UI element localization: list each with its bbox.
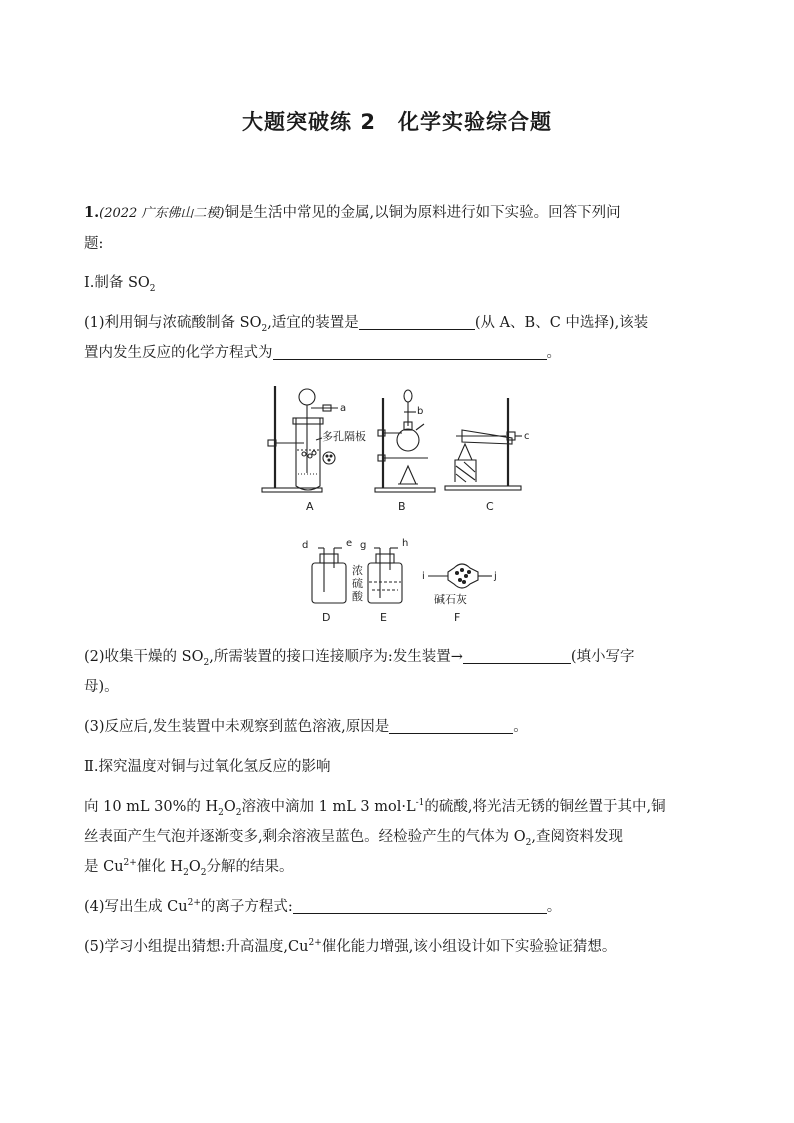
question-1-3: (3)反应后,发生装置中未观察到蓝色溶液,原因是 。 xyxy=(84,719,528,735)
question-1-2: (2)收集干燥的 $SO_2$,所需装置的接口连接顺序为:发生装置→ (填小写字 母)。 xyxy=(84,649,635,695)
apparatus-b xyxy=(375,390,435,492)
question-1-5: (5)学习小组提出猜想:升高温度$,Cu^{2+}$催化能力增强,该小组设计如下实验验证猜想。 xyxy=(84,938,617,955)
answer-blank[interactable] xyxy=(273,343,547,360)
porous-partition-label: 多孔隔板 xyxy=(322,430,366,443)
label-a: A xyxy=(306,500,314,513)
port-b-label: b xyxy=(417,406,424,417)
answer-blank[interactable] xyxy=(389,717,513,734)
port-d-label: d xyxy=(302,540,309,551)
question-1-4: (4)写出生成 $Cu^{2+}$的离子方程式: 。 xyxy=(84,898,562,915)
apparatus-c xyxy=(445,398,522,490)
question-1-intro: 1.(2022 广东佛山二模)铜是生活中常见的金属,以铜为原料进行如下实验。回答下列问 题: xyxy=(84,204,621,252)
acid-label-3: 酸 xyxy=(352,590,363,603)
apparatus-f xyxy=(428,564,492,588)
question-1-1: (1)利用铜与浓硫酸制备 $SO_2$,适宜的装置是 (从 A、B、C 中选择),该装 置内发生反应的化学方程式为 。 xyxy=(84,315,649,361)
port-e-label: e xyxy=(346,538,353,549)
answer-blank[interactable] xyxy=(359,313,475,330)
label-e: E xyxy=(380,611,387,624)
label-f: F xyxy=(454,611,461,624)
acid-label-1: 浓 xyxy=(352,564,363,577)
question-source: (2022 广东佛山二模) xyxy=(99,206,225,221)
port-i-label: i xyxy=(422,571,425,582)
section-1-heading: Ⅰ.制备 $SO_2$ xyxy=(84,275,156,294)
acid-label-2: 硫 xyxy=(352,577,363,590)
port-j-label: j xyxy=(494,571,497,582)
page-title: 大题突破练 2 化学实验综合题 xyxy=(242,110,552,134)
answer-blank[interactable] xyxy=(293,897,547,914)
port-a-label: a xyxy=(340,403,347,414)
label-c: C xyxy=(486,500,494,513)
answer-blank[interactable] xyxy=(463,647,571,664)
section-2-heading: Ⅱ.探究温度对铜与过氧化氢反应的影响 xyxy=(84,759,331,775)
label-d: D xyxy=(322,611,331,624)
apparatus-e xyxy=(368,548,402,603)
port-h-label: h xyxy=(402,538,409,549)
port-g-label: g xyxy=(360,540,367,551)
experiment-paragraph: 向 10 mL 30%的 $H_2O_2$溶液中滴加 1 mL 3 $mol\cdot L^{-1}$的硫酸,将光洁无锈的铜丝置于其中,铜 丝表面产生气泡并逐渐变多,剩余溶液呈蓝色。经检验产生的气体为 $O_2$,查阅资料发现 是 $Cu^{2+}$催化 $H_2O_2$分解的结果。 xyxy=(84,798,666,878)
soda-lime-label: 碱石灰 xyxy=(434,593,467,606)
apparatus-d xyxy=(312,548,346,603)
label-b: B xyxy=(398,500,406,513)
apparatus-figure xyxy=(250,378,540,628)
port-c-label: c xyxy=(524,431,530,442)
